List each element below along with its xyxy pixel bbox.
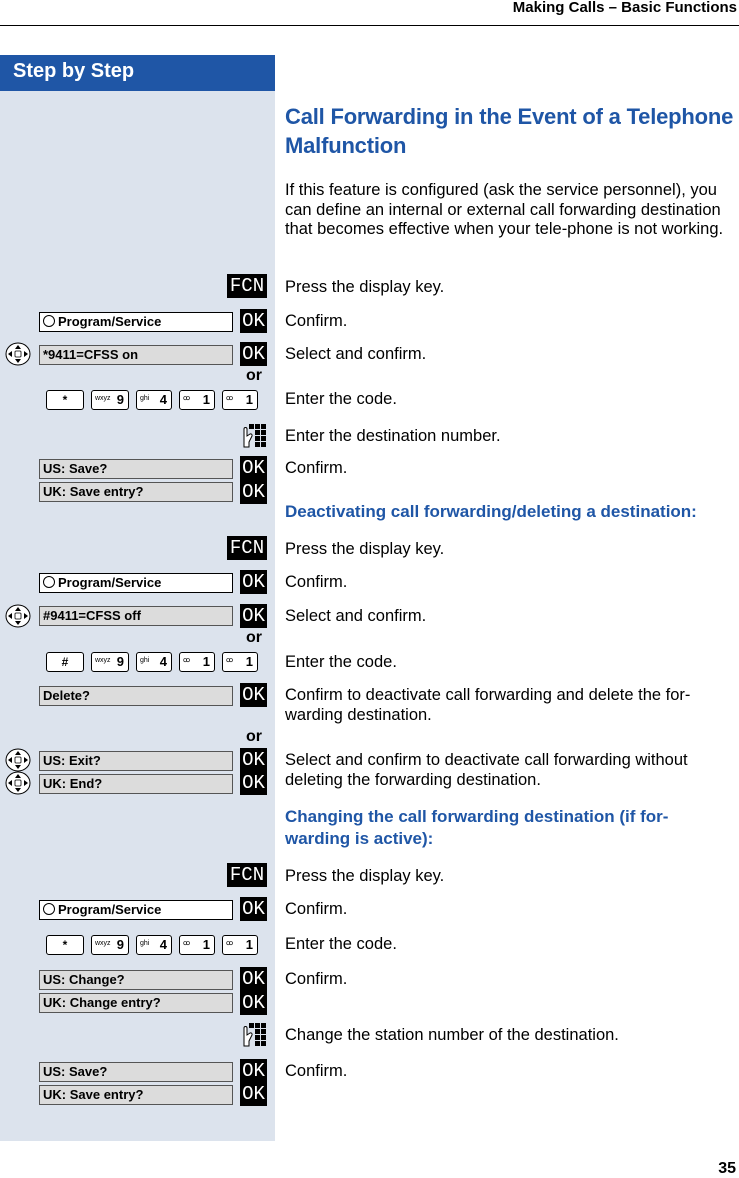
header-title: Making Calls – Basic Functions — [512, 0, 737, 16]
star-key[interactable]: * — [46, 390, 84, 410]
key-9[interactable]: wxyz 9 — [91, 935, 129, 955]
display-delete[interactable]: Delete? — [39, 686, 233, 706]
step-text: Confirm. — [285, 1062, 348, 1080]
step-text: Confirm. — [285, 970, 348, 988]
ok-key[interactable]: OK — [240, 456, 267, 480]
step-text: Enter the code. — [285, 653, 397, 671]
ok-key[interactable]: OK — [240, 480, 267, 504]
display-uk-end[interactable]: UK: End? — [39, 774, 233, 794]
ok-key[interactable]: OK — [240, 991, 267, 1015]
key-1[interactable]: ꝏ 1 — [179, 652, 215, 672]
step-text: Change the station number of the destination. — [285, 1026, 619, 1044]
change-heading: Changing the call forwarding destination (if for-warding is active): — [285, 807, 669, 848]
step-text: Confirm to deactivate call forwarding and delete the for-warding destination. — [285, 686, 691, 724]
page-header — [0, 0, 739, 26]
navigation-keys-icon[interactable] — [4, 604, 32, 628]
key-4[interactable]: ghi 4 — [136, 935, 172, 955]
display-cfss-on[interactable]: *9411=CFSS on — [39, 345, 233, 365]
display-uk-change-entry[interactable]: UK: Change entry? — [39, 993, 233, 1013]
display-us-change[interactable]: US: Change? — [39, 970, 233, 990]
ok-key[interactable]: OK — [240, 771, 267, 795]
display-cfss-off[interactable]: #9411=CFSS off — [39, 606, 233, 626]
step-text: Press the display key. — [285, 278, 445, 296]
intro-text: If this feature is configured (ask the service personnel), you can define an internal or external call forwarding destination that becomes effective when your tele-phone is not working. — [285, 181, 724, 238]
ok-key[interactable]: OK — [240, 309, 267, 333]
navigation-keys-icon[interactable] — [4, 342, 32, 366]
step-text: Confirm. — [285, 312, 348, 330]
step-text: Confirm. — [285, 459, 348, 477]
key-9[interactable]: wxyz 9 — [91, 390, 129, 410]
or-label: or — [246, 728, 262, 745]
code-keys — [46, 935, 258, 955]
display-program-service[interactable]: Program/Service — [39, 312, 233, 332]
navigation-keys-icon[interactable] — [4, 748, 32, 772]
step-by-step-heading: Step by Step — [0, 55, 275, 91]
fcn-key[interactable]: FCN — [227, 274, 267, 298]
step-text: Confirm. — [285, 900, 348, 918]
ok-key[interactable]: OK — [240, 967, 267, 991]
step-text: Enter the code. — [285, 935, 397, 953]
key-1[interactable]: ꝏ 1 — [222, 652, 258, 672]
step-text: Press the display key. — [285, 540, 445, 558]
ok-key[interactable]: OK — [240, 1082, 267, 1106]
ok-key[interactable]: OK — [240, 748, 267, 772]
ok-key[interactable]: OK — [240, 897, 267, 921]
code-keys — [46, 652, 258, 672]
deactivate-heading: Deactivating call forwarding/deleting a destination: — [285, 502, 697, 521]
code-keys — [46, 390, 258, 410]
navigation-keys-icon[interactable] — [4, 771, 32, 795]
keypad-icon — [241, 1022, 267, 1048]
step-text: Confirm. — [285, 573, 348, 591]
step-text: Enter the code. — [285, 390, 397, 408]
step-text: Select and confirm. — [285, 607, 427, 625]
key-1[interactable]: ꝏ 1 — [222, 390, 258, 410]
display-us-exit[interactable]: US: Exit? — [39, 751, 233, 771]
page-number: 35 — [718, 1160, 736, 1177]
fcn-key[interactable]: FCN — [227, 536, 267, 560]
step-text: Select and confirm to deactivate call forwarding without deleting the forwarding destination. — [285, 751, 688, 789]
display-us-save[interactable]: US: Save? — [39, 459, 233, 479]
star-key[interactable]: * — [46, 935, 84, 955]
ok-key[interactable]: OK — [240, 570, 267, 594]
key-1[interactable]: ꝏ 1 — [179, 935, 215, 955]
step-text: Enter the destination number. — [285, 427, 501, 445]
display-program-service[interactable]: Program/Service — [39, 573, 233, 593]
display-uk-save-entry[interactable]: UK: Save entry? — [39, 1085, 233, 1105]
or-label: or — [246, 629, 262, 646]
ok-key[interactable]: OK — [240, 342, 267, 366]
page-title: Call Forwarding in the Event of a Telephone Malfunction — [285, 104, 734, 158]
step-text: Press the display key. — [285, 867, 445, 885]
fcn-key[interactable]: FCN — [227, 863, 267, 887]
key-4[interactable]: ghi 4 — [136, 390, 172, 410]
keypad-icon — [241, 423, 267, 449]
or-label: or — [246, 367, 262, 384]
display-us-save[interactable]: US: Save? — [39, 1062, 233, 1082]
step-text: Select and confirm. — [285, 345, 427, 363]
display-uk-save-entry[interactable]: UK: Save entry? — [39, 482, 233, 502]
key-1[interactable]: ꝏ 1 — [222, 935, 258, 955]
ok-key[interactable]: OK — [240, 683, 267, 707]
ok-key[interactable]: OK — [240, 1059, 267, 1083]
display-program-service[interactable]: Program/Service — [39, 900, 233, 920]
key-9[interactable]: wxyz 9 — [91, 652, 129, 672]
hash-key[interactable]: # — [46, 652, 84, 672]
key-4[interactable]: ghi 4 — [136, 652, 172, 672]
ok-key[interactable]: OK — [240, 604, 267, 628]
key-1[interactable]: ꝏ 1 — [179, 390, 215, 410]
